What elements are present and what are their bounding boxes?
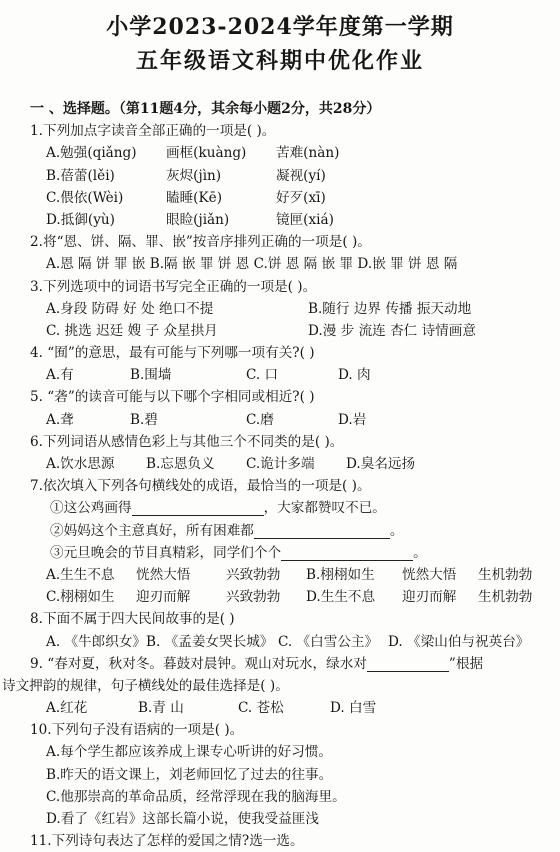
q10-option-b: B.昨天的语文课上，刘老师回忆了过去的往事。 (46, 766, 333, 783)
q3-row-2 (30, 320, 560, 342)
q10-option-d: D.看了《红岩》这部长篇小说，使我受益匪浅 (46, 811, 320, 827)
q9-option-a: A.红花 (46, 700, 88, 717)
q6-stem: 6.下列词语从感情色彩上与其他三个不同类的是( )。 (30, 433, 344, 450)
q8-option-a: A. 《牛郎织女》 (46, 633, 147, 650)
q1-a-3: 苦难(nàn) (276, 145, 340, 162)
q1-row-c (30, 187, 560, 209)
q1-row-b (30, 165, 560, 187)
q8-option-c: C. 《白雪公主》 (278, 633, 379, 650)
title-line-2: 五年级语文科期中优化作业 (135, 48, 424, 74)
q5-stem: 5. “砻”的读音可能与以下哪个字相同或相近?( ) (30, 389, 315, 406)
q4-option-b: B.围墙 (130, 367, 172, 384)
q5-option-b: B.碧 (130, 411, 158, 428)
q9-option-c: C. 苍松 (238, 700, 284, 717)
q7-b-1: B.栩栩如生 (306, 566, 375, 583)
q7-sentence-2 (30, 520, 560, 542)
q1-b-3: 凝视(yí) (276, 167, 326, 184)
q7-b-3: 生机勃勃 (478, 566, 533, 583)
q7-s1-start: ①这公鸡画得 (50, 500, 132, 517)
q9-options (30, 697, 560, 719)
q3-option-a: A.身段 防碍 好 处 绝口不提 (46, 300, 214, 317)
q1-a-1: A.勉强(qiǎng) (46, 145, 137, 162)
q5-option-d: D.岩 (338, 411, 367, 428)
q4-option-d: D. 肉 (338, 367, 371, 384)
q4-option-a: A.有 (46, 367, 74, 384)
q7-a-3: 兴致勃勃 (226, 566, 281, 583)
q4-option-c: C. 口 (246, 367, 279, 384)
q1-c-2: 瞌睡(Kē) (166, 189, 222, 206)
q1-b-2: 灰烬(jìn) (166, 167, 222, 184)
q1-d-2: 眼睑(jiǎn) (166, 211, 230, 228)
q1-b-1: B.蓓蕾(lěi) (46, 167, 115, 184)
q3-stem: 3.下列选项中的词语书写完全正确的一项是( )。 (30, 278, 317, 295)
title-line-1: 小学2023-2024学年度第一学期 (106, 14, 454, 40)
q7-c-2: 迎刃而解 (136, 589, 191, 606)
q7-d-1: D.生生不息 (306, 589, 376, 606)
q7-b-2: 恍然大悟 (402, 566, 457, 583)
q1-d-1: D.抵御(yù) (46, 211, 115, 228)
q8-option-d: D. 《梁山伯与祝英台》 (388, 633, 530, 650)
q9-stem-end: ”根据 (448, 655, 484, 672)
q4-options (30, 364, 560, 386)
q7-s3-end: 。 (413, 544, 427, 561)
q7-d-3: 生机勃勃 (478, 589, 533, 606)
section-heading: 一 、选择题。（第11题4分，其余每小题2分，共28分） (30, 101, 381, 117)
q6-options (30, 453, 560, 475)
q7-sentence-1 (30, 497, 560, 519)
q9-stem-line-1 (30, 653, 560, 675)
q6-option-b: B.忘恩负义 (146, 456, 215, 472)
q7-c-3: 兴致勃勃 (226, 589, 281, 606)
q7-sentence-3 (30, 542, 560, 564)
q1-c-3: 好歹(xī) (276, 189, 326, 206)
q1-row-d (30, 209, 560, 231)
q4-stem: 4. “囿”的意思，最有可能与下列哪一项有关?( ) (30, 345, 315, 362)
question-body (2, 98, 560, 852)
q2-stem: 2.将“恩、饼、隔、罪、嵌”按音序排列正确的一项是( )。 (30, 234, 371, 251)
q8-option-b: B. 《孟姜女哭长城》 (146, 633, 274, 650)
q8-options (30, 631, 560, 653)
q11-stem: 11.下列诗句表达了怎样的爱国之情?选一选。 (30, 833, 304, 850)
q3-option-b: B.随行 边界 传播 振天动地 (308, 300, 472, 317)
q6-option-d: D.臭名远扬 (346, 456, 416, 472)
q10-option-a: A.每个学生都应该养成上课专心听讲的好习惯。 (46, 744, 333, 761)
q7-a-2: 恍然大悟 (136, 566, 191, 583)
q9-option-b: B.青 山 (138, 700, 184, 717)
q2-options: A.恩 隔 饼 罪 嵌 B.隔 嵌 罪 饼 恩 C.饼 恩 隔 嵌 罪 D.嵌 罪 饼 恩 隔 (46, 256, 458, 273)
q7-blank-3[interactable] (281, 546, 413, 561)
q1-row-a (30, 142, 560, 164)
q7-row-1 (30, 564, 560, 586)
q7-s1-end: ，大家都赞叹不已。 (263, 500, 386, 517)
q7-s2-end: 。 (389, 522, 404, 539)
q8-stem: 8.下面不属于四大民间故事的是( ) (30, 611, 235, 628)
q9-option-d: D. 白雪 (330, 700, 377, 717)
q5-options (30, 409, 560, 431)
q1-stem: 1.下列加点字读音全部正确的一项是( )。 (30, 123, 276, 140)
q3-option-c: C. 挑选 迟廷 嫂 子 众星拱月 (46, 322, 218, 339)
q10-option-c: C.他那崇高的革命品质，经常浮现在我的脑海里。 (46, 788, 346, 805)
q6-option-a: A.饮水思源 (46, 456, 115, 472)
q5-option-a: A.聋 (46, 411, 74, 428)
q9-stem-start: 9. “春对夏，秋对冬。暮鼓对晨钟。观山对玩水，绿水对 (30, 655, 367, 672)
q7-c-1: C.栩栩如生 (46, 589, 115, 606)
q7-s2-start: ②妈妈这个主意真好，所有困难都 (50, 522, 254, 539)
q5-option-c: C.磨 (246, 411, 274, 428)
q7-a-1: A.生生不息 (46, 566, 115, 583)
q10-stem: 10.下列句子没有语病的一项是( )。 (30, 722, 244, 739)
q7-blank-2[interactable] (254, 524, 390, 539)
q7-blank-1[interactable] (132, 501, 264, 516)
q7-stem: 7.依次填入下列各句横线处的成语，最恰当的一项是( )。 (30, 478, 371, 495)
q3-option-d: D.漫 步 流连 杏仁 诗情画意 (308, 322, 476, 339)
q3-row-1 (30, 298, 560, 320)
q1-c-1: C.偎依(Wèi) (46, 189, 124, 206)
q7-s3-start: ③元旦晚会的节目真精彩，同学们个个 (50, 544, 282, 561)
q1-d-3: 镜匣(xiá) (276, 211, 334, 228)
q1-a-2: 画框(kuàng) (166, 145, 247, 162)
q9-stem-line-2: 诗文押韵的规律，句子横线处的最佳选择是( )。 (2, 677, 289, 694)
q6-option-c: C.诡计多端 (246, 456, 315, 472)
q7-row-2 (30, 586, 560, 608)
q7-d-2: 迎刃而解 (402, 589, 457, 606)
q9-blank[interactable] (367, 657, 449, 672)
